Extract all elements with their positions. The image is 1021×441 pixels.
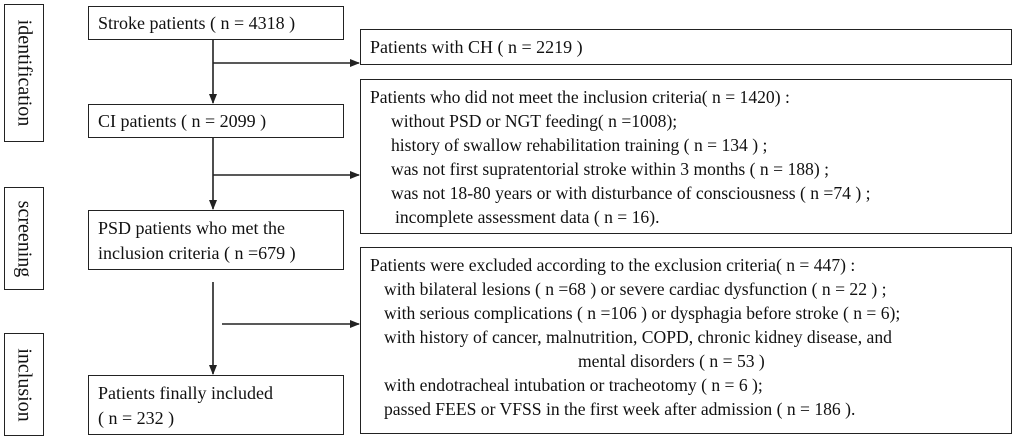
exclusion-item: passed FEES or VFSS in the first week after admission ( n = 186 ). [384, 399, 856, 419]
inclusion-item: history of swallow rehabilitation training ( n = 134 ) ; [391, 135, 768, 155]
final-included-text-line1: Patients finally included [98, 383, 273, 403]
inclusion-item: was not first supratentorial stroke within 3 months ( n = 188) ; [391, 159, 829, 179]
not-meet-inclusion-title: Patients who did not meet the inclusion criteria( n = 1420) : [370, 87, 790, 107]
final-included-text-line2: ( n = 232 ) [98, 408, 175, 428]
inclusion-item: was not 18-80 years or with disturbance of consciousness ( n =74 ) ; [391, 183, 871, 203]
inclusion-item: incomplete assessment data ( n = 16). [395, 207, 660, 227]
exclusion-item: with endotracheal intubation or tracheotomy ( n = 6 ); [384, 375, 763, 395]
stage-screening-label: screening [13, 200, 36, 277]
stage-identification-label: identification [13, 19, 36, 127]
ci-patients-text: CI patients ( n = 2099 ) [98, 111, 267, 131]
exclusion-title: Patients were excluded according to the exclusion criteria( n = 447) : [370, 255, 856, 275]
exclusion-item: with history of cancer, malnutrition, COPD, chronic kidney disease, and [384, 327, 892, 347]
psd-patients-text-line1: PSD patients who met the [98, 218, 285, 238]
ch-patients-text: Patients with CH ( n = 2219 ) [370, 37, 583, 57]
exclusion-item: mental disorders ( n = 53 ) [578, 351, 765, 371]
stage-inclusion-label: inclusion [13, 347, 36, 422]
stroke-patients-text: Stroke patients ( n = 4318 ) [98, 13, 296, 33]
exclusion-item: with bilateral lesions ( n =68 ) or severe cardiac dysfunction ( n = 22 ) ; [384, 279, 887, 299]
psd-patients-text-line2: inclusion criteria ( n =679 ) [98, 243, 296, 263]
inclusion-item: without PSD or NGT feeding( n =1008); [391, 111, 678, 131]
exclusion-item: with serious complications ( n =106 ) or dysphagia before stroke ( n = 6); [384, 303, 901, 323]
